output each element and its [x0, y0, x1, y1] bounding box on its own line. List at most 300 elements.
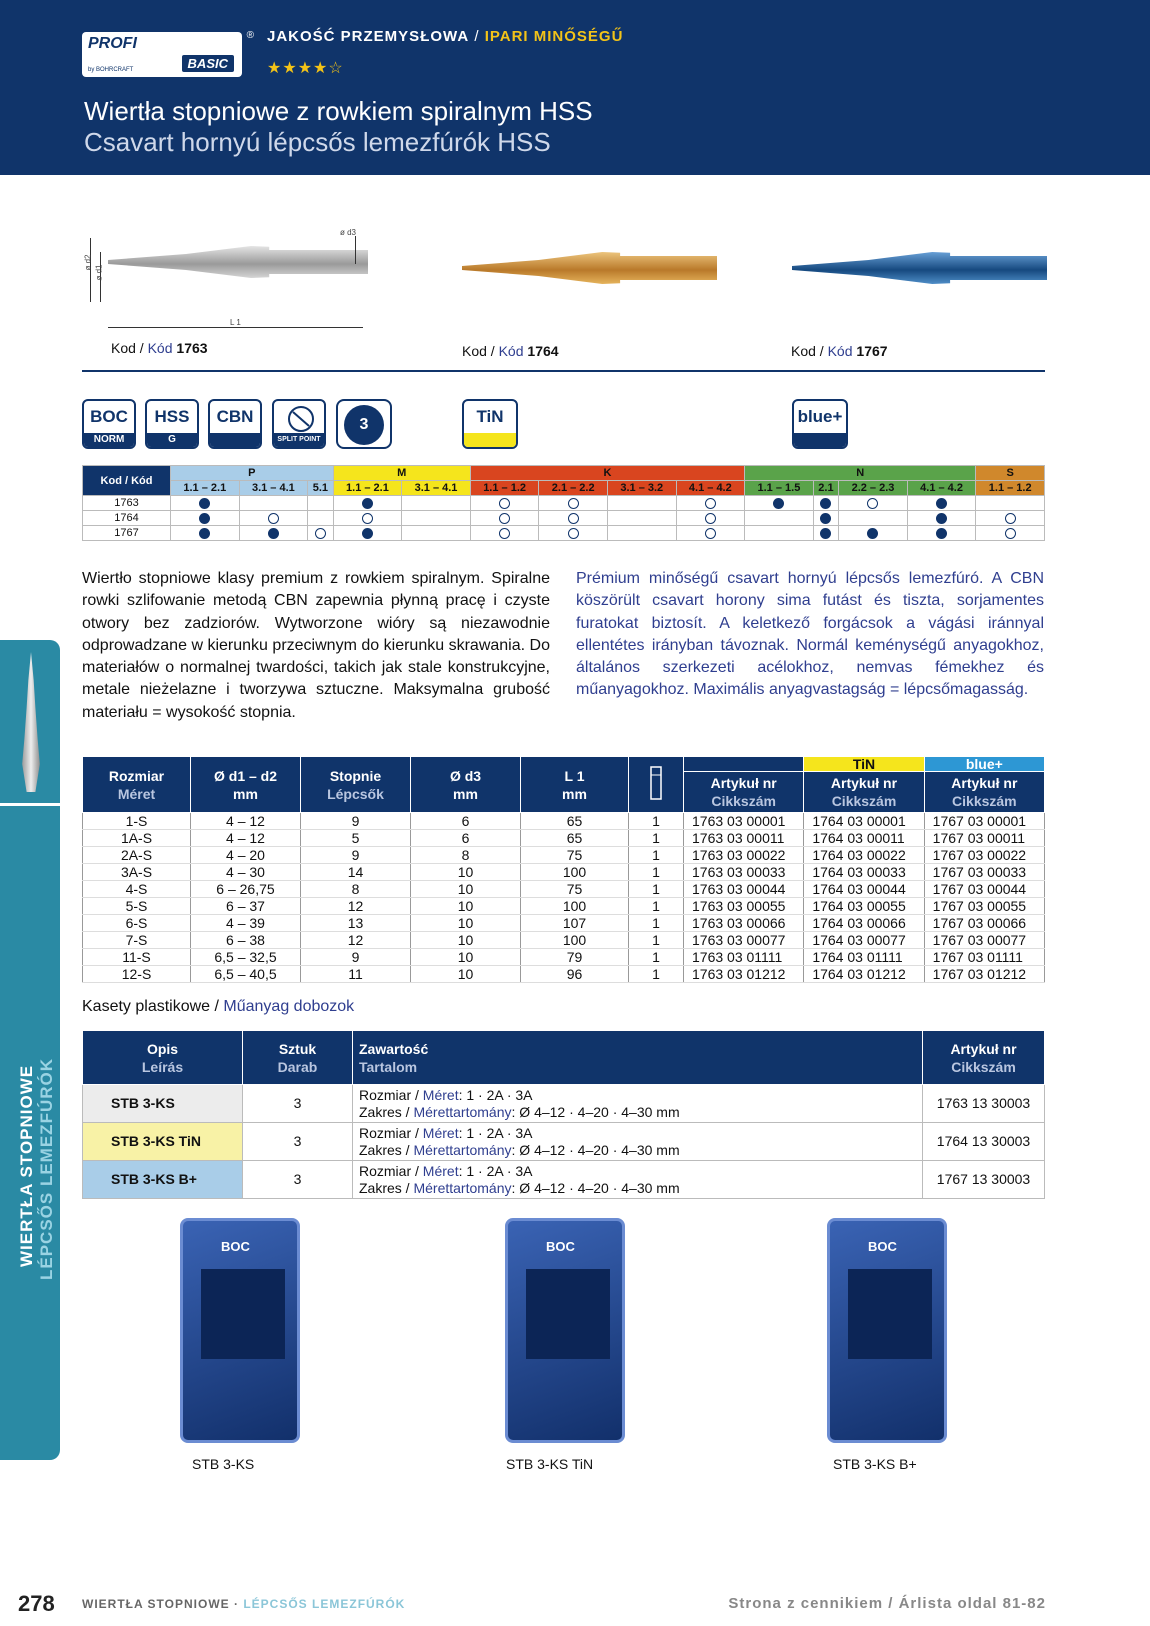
product-cell: 1767 03 00066 — [924, 915, 1044, 932]
sub-header: 2.2 – 2.3 — [839, 481, 908, 496]
col-l1 — [521, 757, 629, 813]
content-size-pl: Rozmiar — [359, 1162, 412, 1179]
case-image-stb-3-ks-b — [827, 1218, 947, 1443]
product-cell: 1764 03 01212 — [804, 966, 924, 983]
product-cell: 1763 03 00011 — [684, 830, 804, 847]
blue-plus-icon — [792, 399, 848, 449]
product-cell: 9 — [301, 847, 411, 864]
col-unit: mm — [562, 785, 587, 802]
col-art-1767 — [924, 772, 1044, 813]
material-cell — [813, 511, 839, 526]
product-cell: 1764 03 00055 — [804, 898, 924, 915]
case-inner — [201, 1269, 285, 1359]
col-art-1763 — [684, 772, 804, 813]
footer-pricelist: Strona z cennikiem / Árlista oldal 81-82 — [728, 1595, 1046, 1612]
product-cell: 8 — [411, 847, 521, 864]
material-cell — [839, 511, 908, 526]
case-content: Rozmiar / Méret: 1 · 2A · 3A Zakres / Mérettartomány: Ø 4–12 · 4–20 · 4–30 mm — [353, 1123, 923, 1161]
product-cell: 96 — [521, 966, 629, 983]
conditional-ring-icon — [705, 528, 716, 539]
product-cell: 4-S — [83, 881, 191, 898]
dim-label-d1: ø d1 — [94, 264, 104, 281]
drill-image-1764 — [462, 248, 717, 288]
product-cell: 1767 03 00001 — [924, 813, 1044, 830]
conditional-ring-icon — [568, 513, 579, 524]
col-opis — [83, 1031, 243, 1085]
product-cell: 1 — [629, 864, 684, 881]
product-cell: 1763 03 00055 — [684, 898, 804, 915]
product-cell: 1767 03 00077 — [924, 932, 1044, 949]
material-cell — [470, 496, 539, 511]
case-logo: BOC — [546, 1239, 575, 1254]
suitable-dot-icon — [199, 498, 210, 509]
profi-basic-logo — [82, 30, 254, 77]
product-cell: 65 — [521, 830, 629, 847]
material-sub-row — [83, 481, 1045, 496]
material-cell — [745, 526, 814, 541]
product-cell: 10 — [411, 932, 521, 949]
split-point-icon — [272, 399, 326, 449]
drill-image-1763 — [108, 242, 368, 282]
product-cell: 1763 03 01111 — [684, 949, 804, 966]
material-cell — [745, 496, 814, 511]
dim-label-d3: ø d3 — [340, 228, 357, 237]
side-drill-image — [20, 652, 42, 792]
cases-title: Kasety plastikowe / Műanyag dobozok — [82, 998, 355, 1015]
conditional-ring-icon — [568, 498, 579, 509]
case-name: STB 3-KS — [83, 1085, 243, 1123]
material-cell — [676, 526, 745, 541]
icon-text: blue+ — [797, 407, 843, 426]
conditional-ring-icon — [568, 528, 579, 539]
case-name: STB 3-KS B+ — [83, 1161, 243, 1199]
description-hu: Prémium minőségű csavart hornyú lépcsős lemezfúró. A CBN köszörült csavart horony sima futást és tiszta, sorjamentes furatokat biztosít. A keletkező forgácsok a vágási iránnyal ellentétes irányban távoznak. Normál keménységű anyagokhoz, általános szerkezeti acélokhoz, nemvas fémekhez és műanyagokhoz. Maximális anyagvastagság = lépcsőmagasság. — [576, 570, 1044, 699]
material-cell — [839, 526, 908, 541]
suitable-dot-icon — [199, 513, 210, 524]
product-cell: 12 — [301, 898, 411, 915]
icon-band — [794, 433, 846, 447]
col-label: Opis — [146, 1040, 179, 1057]
product-cell: 1767 03 00033 — [924, 864, 1044, 881]
side-divider — [0, 803, 60, 806]
kod-pl: Kod — [462, 343, 487, 359]
case-article: 1767 13 30003 — [923, 1161, 1045, 1199]
col-zawartosc — [353, 1031, 923, 1085]
case-qty: 3 — [243, 1085, 353, 1123]
group-k: K — [470, 466, 744, 481]
material-cell — [607, 526, 676, 541]
kod-label-1767 — [791, 343, 888, 359]
page-title-hu: Csavart hornyú lépcsős lemezfúrók HSS — [84, 127, 551, 157]
product-cell: 12 — [301, 932, 411, 949]
material-cell — [239, 526, 308, 541]
group-p: P — [171, 466, 334, 481]
page-header — [0, 0, 1150, 175]
conditional-ring-icon — [268, 513, 279, 524]
case-content: Rozmiar / Méret: 1 · 2A · 3A Zakres / Mérettartomány: Ø 4–12 · 4–20 · 4–30 mm — [353, 1085, 923, 1123]
group-n: N — [745, 466, 976, 481]
product-cell: 10 — [411, 898, 521, 915]
product-cell: 4 – 12 — [191, 813, 301, 830]
content-size-val: : 1 · 2A · 3A — [458, 1162, 533, 1179]
suitable-dot-icon — [362, 528, 373, 539]
product-cell: 1767 03 00055 — [924, 898, 1044, 915]
product-cell: 10 — [411, 864, 521, 881]
content-size-val: : 1 · 2A · 3A — [458, 1124, 533, 1141]
cases-title-pl: Kasety plastikowe — [82, 998, 211, 1015]
icon-text: HSS — [154, 407, 190, 426]
icon-text: CBN — [216, 407, 254, 426]
product-cell: 1763 03 00044 — [684, 881, 804, 898]
product-cell: 4 – 12 — [191, 830, 301, 847]
case-logo: BOC — [221, 1239, 250, 1254]
material-table — [82, 465, 1045, 541]
col-d3 — [411, 757, 521, 813]
product-cell: 79 — [521, 949, 629, 966]
product-cell: 1764 03 01111 — [804, 949, 924, 966]
col-pack — [629, 757, 684, 813]
case-caption: STB 3-KS TiN — [506, 1456, 594, 1472]
case-row — [83, 1085, 1045, 1123]
product-cell: 1763 03 00077 — [684, 932, 804, 949]
suitable-dot-icon — [820, 513, 831, 524]
quality-pl: JAKOŚĆ PRZEMYSŁOWA — [267, 28, 470, 45]
suitable-dot-icon — [936, 513, 947, 524]
conditional-ring-icon — [499, 528, 510, 539]
product-cell: 6 – 26,75 — [191, 881, 301, 898]
suitable-dot-icon — [936, 498, 947, 509]
content-size-pl: Rozmiar — [359, 1086, 412, 1103]
dim-line-l1 — [108, 327, 363, 328]
product-cell: 14 — [301, 864, 411, 881]
material-cell — [308, 526, 334, 541]
kod-label-1764 — [462, 343, 559, 359]
footer-section — [82, 1597, 405, 1611]
col-label: Artykuł nr — [710, 775, 777, 791]
material-cell — [539, 526, 608, 541]
col-d1d2 — [191, 757, 301, 813]
page-number: 278 — [18, 1591, 55, 1616]
sub-header: 1.1 – 1.2 — [976, 481, 1045, 496]
col-blue-top: blue+ — [924, 757, 1044, 772]
col-tin-top: TiN — [804, 757, 924, 772]
material-cell — [976, 496, 1045, 511]
case-name: STB 3-KS TiN — [83, 1123, 243, 1161]
side-tab — [0, 640, 60, 1460]
product-cell: 1A-S — [83, 830, 191, 847]
product-cell: 1767 03 01111 — [924, 949, 1044, 966]
product-cell: 11 — [301, 966, 411, 983]
product-cell: 10 — [411, 966, 521, 983]
material-cell — [470, 511, 539, 526]
footer-sep: · — [229, 1597, 244, 1611]
quality-stars: ★★★★☆ — [267, 60, 344, 77]
col-label: Stopnie — [329, 767, 382, 784]
col-label: Ø d3 — [449, 767, 482, 784]
material-cell — [676, 511, 745, 526]
conditional-ring-icon — [705, 513, 716, 524]
product-cell: 1767 03 00011 — [924, 830, 1044, 847]
group-s: S — [976, 466, 1045, 481]
sub-header: 4.1 – 4.2 — [907, 481, 976, 496]
product-cell: 65 — [521, 813, 629, 830]
product-cell: 1764 03 00033 — [804, 864, 924, 881]
col-label: Ø d1 – d2 — [213, 767, 278, 784]
product-cell: 1763 03 01212 — [684, 966, 804, 983]
content-size-val: : 1 · 2A · 3A — [458, 1086, 533, 1103]
product-cell: 10 — [411, 881, 521, 898]
content-size-hu: Méret — [422, 1124, 459, 1141]
product-row — [83, 915, 1045, 932]
conditional-ring-icon — [499, 498, 510, 509]
product-cell: 4 – 30 — [191, 864, 301, 881]
col-sublabel: Méret — [117, 785, 156, 802]
footer-pl: WIERTŁA STOPNIOWE — [82, 1597, 230, 1611]
material-cell — [239, 511, 308, 526]
conditional-ring-icon — [499, 513, 510, 524]
material-code: 1763 — [83, 496, 171, 511]
product-table-header — [83, 757, 1045, 772]
icon-band: NORM — [84, 433, 134, 447]
material-cell — [813, 526, 839, 541]
col-label: Artykuł nr — [830, 775, 898, 791]
product-cell: 10 — [411, 915, 521, 932]
material-group-row — [83, 466, 1045, 481]
split-point-symbol — [279, 404, 319, 434]
product-cell: 6,5 – 32,5 — [191, 949, 301, 966]
col-label: L 1 — [564, 767, 585, 784]
logo-profi: PROFI — [88, 35, 137, 52]
content-size-hu: Méret — [422, 1162, 459, 1179]
sub-header: 2.1 – 2.2 — [539, 481, 608, 496]
boc-norm-icon — [82, 399, 136, 449]
case-qty: 3 — [243, 1161, 353, 1199]
case-row — [83, 1161, 1045, 1199]
material-cell — [839, 496, 908, 511]
content-range-val: : Ø 4–12 · 4–20 · 4–30 mm — [511, 1103, 680, 1120]
col-size — [83, 757, 191, 813]
product-cell: 1767 03 00022 — [924, 847, 1044, 864]
col-label: Rozmiar — [108, 767, 165, 784]
material-table-body — [83, 496, 1045, 541]
content-range-hu: Mérettartomány — [413, 1141, 512, 1158]
case-article: 1763 13 30003 — [923, 1085, 1045, 1123]
side-tab-text-hu: LÉPCSŐS LEMEZFÚRÓK — [37, 1057, 56, 1280]
col-label: Sztuk — [278, 1040, 317, 1057]
material-cell — [676, 496, 745, 511]
product-cell: 12-S — [83, 966, 191, 983]
logo-registered: ® — [246, 30, 254, 41]
product-cell: 7-S — [83, 932, 191, 949]
sub-header: 2.1 — [813, 481, 839, 496]
content-range-hu: Mérettartomány — [413, 1103, 512, 1120]
material-cell — [171, 496, 240, 511]
material-cell — [976, 526, 1045, 541]
conditional-ring-icon — [315, 528, 326, 539]
material-cell — [539, 511, 608, 526]
kod-pl: Kod — [791, 343, 816, 359]
group-m: M — [333, 466, 470, 481]
product-cell: 9 — [301, 813, 411, 830]
material-cell — [607, 496, 676, 511]
product-cell: 1763 03 00022 — [684, 847, 804, 864]
icon-band — [210, 433, 260, 447]
case-inner — [526, 1269, 610, 1359]
sub-header: 3.1 – 4.1 — [239, 481, 308, 496]
product-cell: 11-S — [83, 949, 191, 966]
case-inner — [848, 1269, 932, 1359]
kod-sep: / — [815, 343, 828, 359]
product-row — [83, 864, 1045, 881]
quality-label — [267, 28, 623, 45]
col-label: Artykuł nr — [950, 1040, 1017, 1057]
content-range-pl: Zakres — [359, 1179, 402, 1196]
icon-text: BOC — [90, 407, 128, 426]
product-cell: 1763 03 00001 — [684, 813, 804, 830]
three-flutes-icon — [336, 399, 392, 449]
product-cell: 4 – 20 — [191, 847, 301, 864]
material-cell — [976, 511, 1045, 526]
material-cell — [239, 496, 308, 511]
product-cell: 5 — [301, 830, 411, 847]
suitable-dot-icon — [773, 498, 784, 509]
product-cell: 1767 03 01212 — [924, 966, 1044, 983]
content-range-val: : Ø 4–12 · 4–20 · 4–30 mm — [511, 1141, 680, 1158]
sub-header: 1.1 – 2.1 — [171, 481, 240, 496]
product-cell: 100 — [521, 898, 629, 915]
col-sublabel: Lépcsők — [327, 785, 384, 802]
material-cell — [470, 526, 539, 541]
suitable-dot-icon — [268, 528, 279, 539]
col-sublabel: Cikkszám — [711, 793, 776, 809]
product-cell: 1 — [629, 813, 684, 830]
kod-code: 1767 — [856, 343, 888, 359]
product-cell: 6,5 – 40,5 — [191, 966, 301, 983]
sub-header: 3.1 – 4.1 — [402, 481, 471, 496]
product-row — [83, 847, 1045, 864]
content-range-pl: Zakres — [359, 1141, 402, 1158]
product-cell: 1764 03 00001 — [804, 813, 924, 830]
material-cell — [539, 496, 608, 511]
col-steps — [301, 757, 411, 813]
case-content: Rozmiar / Méret: 1 · 2A · 3A Zakres / Mérettartomány: Ø 4–12 · 4–20 · 4–30 mm — [353, 1161, 923, 1199]
icon-band: G — [147, 433, 197, 447]
col-plain-top — [684, 757, 804, 772]
footer-hu: LÉPCSŐS LEMEZFÚRÓK — [243, 1597, 406, 1611]
case-image-stb-3-ks — [180, 1218, 300, 1443]
material-cell — [402, 526, 471, 541]
kod-label-1763 — [111, 340, 208, 356]
dim-label-l1: L 1 — [230, 318, 241, 327]
product-cell: 6 — [411, 813, 521, 830]
col-sublabel: Cikkszám — [952, 793, 1017, 809]
product-row — [83, 830, 1045, 847]
material-cell — [333, 511, 402, 526]
kod-hu: Kód — [147, 340, 173, 356]
col-label: Zawartość — [359, 1040, 429, 1057]
case-article: 1764 13 30003 — [923, 1123, 1045, 1161]
product-cell: 1 — [629, 881, 684, 898]
content-range-val: : Ø 4–12 · 4–20 · 4–30 mm — [511, 1179, 680, 1196]
case-caption: STB 3-KS B+ — [833, 1456, 917, 1472]
cases-table-body — [83, 1085, 1045, 1199]
icon-text: TiN — [476, 407, 504, 426]
cases-table-header — [83, 1031, 1045, 1085]
sub-header: 4.1 – 4.2 — [676, 481, 745, 496]
conditional-ring-icon — [1005, 513, 1016, 524]
sub-header: 5.1 — [308, 481, 334, 496]
product-cell: 9 — [301, 949, 411, 966]
material-row — [83, 526, 1045, 541]
product-cell: 8 — [301, 881, 411, 898]
kod-sep: / — [135, 340, 148, 356]
content-size-pl: Rozmiar — [359, 1124, 412, 1141]
col-sublabel: Darab — [277, 1058, 318, 1075]
cbn-icon — [208, 399, 262, 449]
flutes-number: 3 — [344, 405, 384, 445]
col-sublabel: Cikkszám — [831, 793, 897, 809]
suitable-dot-icon — [936, 528, 947, 539]
hss-g-icon — [145, 399, 199, 449]
kod-hu: Kód — [827, 343, 853, 359]
product-row — [83, 813, 1045, 830]
kod-code: 1764 — [527, 343, 559, 359]
product-cell: 6 — [411, 830, 521, 847]
material-row — [83, 496, 1045, 511]
product-cell: 1 — [629, 830, 684, 847]
product-cell: 1767 03 00044 — [924, 881, 1044, 898]
product-cell: 1 — [629, 915, 684, 932]
material-code: 1764 — [83, 511, 171, 526]
material-code: 1767 — [83, 526, 171, 541]
sub-header: 3.1 – 3.2 — [607, 481, 676, 496]
product-cell: 1 — [629, 949, 684, 966]
product-cell: 6-S — [83, 915, 191, 932]
kod-hu: Kód — [498, 343, 524, 359]
material-cell — [171, 511, 240, 526]
product-cell: 2A-S — [83, 847, 191, 864]
material-cell — [607, 511, 676, 526]
suitable-dot-icon — [199, 528, 210, 539]
material-cell — [402, 511, 471, 526]
product-cell: 10 — [411, 949, 521, 966]
product-row — [83, 881, 1045, 898]
logo-by: by BOHRCRAFT — [88, 67, 134, 73]
material-cell — [308, 511, 334, 526]
section-rule — [82, 370, 1045, 372]
product-row — [83, 966, 1045, 983]
product-cell: 75 — [521, 881, 629, 898]
product-cell: 6 – 38 — [191, 932, 301, 949]
product-cell: 1-S — [83, 813, 191, 830]
kod-pl: Kod — [111, 340, 136, 356]
case-qty: 3 — [243, 1123, 353, 1161]
col-unit: mm — [453, 785, 478, 802]
col-sublabel: Leírás — [141, 1058, 184, 1075]
kod-code: 1763 — [176, 340, 208, 356]
side-tab-text-pl: WIERTŁA STOPNIOWE — [17, 1064, 36, 1267]
product-cell: 100 — [521, 864, 629, 881]
content-size-hu: Méret — [422, 1086, 459, 1103]
product-cell: 107 — [521, 915, 629, 932]
content-range-hu: Mérettartomány — [413, 1179, 512, 1196]
cases-title-hu: Műanyag dobozok — [223, 998, 355, 1015]
drill-image-1767 — [792, 248, 1047, 288]
material-cell — [402, 496, 471, 511]
suitable-dot-icon — [867, 528, 878, 539]
product-cell: 13 — [301, 915, 411, 932]
dim-label-d2: ø d2 — [83, 254, 93, 271]
